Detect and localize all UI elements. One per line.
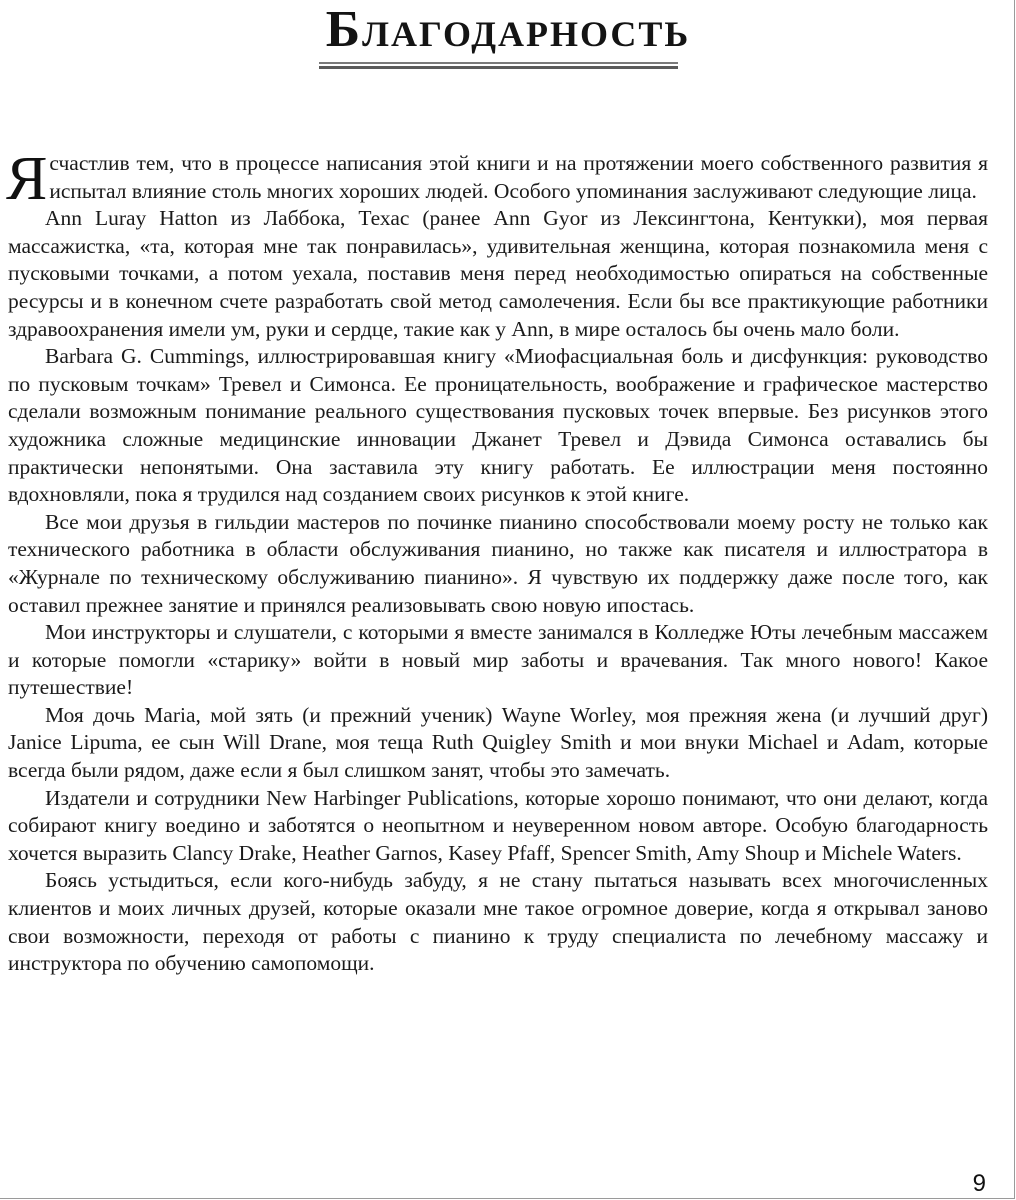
paragraph: Мои инструкторы и слушатели, с которыми я вместе занимался в Колледже Юты лечебным массажем и которые помогли «старику» войти в новый мир заботы и врачевания. Так много нового! Какое путешествие! <box>8 620 988 700</box>
paragraph-1-text: счастлив тем, что в процессе написания этой книги и на протяжении моего собственного развития я испытал влияние столь многих хороших людей. Особого упоминания заслуживают следующие лица. <box>49 151 988 203</box>
page-title: Благодарность <box>325 1 691 58</box>
paragraph: Все мои друзья в гильдии мастеров по починке пианино способствовали моему росту не только как технического работника в области обслуживания пианино, но также как писателя и иллюстратора в «Журнале по техническому обслуживанию пианино». Я чувствую их поддержку даже после того, как оставил прежнее занятие и принялся реализовывать свою новую ипостась. <box>8 509 988 617</box>
title-rule-lower <box>319 66 678 69</box>
paragraph: Боясь устыдиться, если кого-нибудь забуду, я не стану пытаться называть всех многочисленных клиентов и моих личных друзей, которые оказали мне такое огромное доверие, когда я открывал заново свои возможности, переходя от работы с пианино к труду специалиста по лечебному массажу и инструктора по обучению самопомощи. <box>8 868 988 976</box>
title-rule-upper <box>319 62 678 64</box>
paragraph: Издатели и сотрудники New Harbinger Publications, которые хорошо понимают, что они делают, когда собирают книгу воедино и заботятся о неопытном и неуверенном новом авторе. Особую благодарность хочется выразить Clancy Drake, Heather Garnos, Kasey Pfaff, Spencer Smith, Amy Shoup и Michele Waters. <box>8 785 988 865</box>
body-text <box>6 145 988 978</box>
title-double-rule <box>319 62 678 68</box>
paragraph: Ann Luray Hatton из Лаббока, Техас (ранее Ann Gyor из Лексингтона, Кентукки), моя первая массажистка, «та, которая мне так понравилась», удивительная женщина, которая познакомила меня с пусковыми точками, а потом уехала, поставив меня перед необходимостью опираться на собственные ресурсы и в конечном счете разработать свой метод самолечения. Если бы все практикующие работники здравоохранения имели ум, руки и сердце, такие как у Ann, в мире осталось бы очень мало боли. <box>8 206 988 341</box>
paragraph: Моя дочь Maria, мой зять (и прежний ученик) Wayne Worley, моя прежняя жена (и лучший друг) Janice Lipuma, ее сын Will Drane, моя теща Ruth Quigley Smith и мои внуки Michael и Adam, которые всегда были рядом, даже если я был слишком занят, чтобы это замечать. <box>8 702 988 783</box>
paragraph: Barbara G. Cummings, иллюстрировавшая книгу «Миофасциальная боль и дисфункция: руководство по пусковым точкам» Тревел и Симонса. Ее проницательность, воображение и графическое мастерство сделали возможным понимание реального существования пусковых точек впервые. Без рисунков этого художника сложные медицинские инновации Джанет Тревел и Дэвида Симонса оставались бы практически непонятыми. Она заставила эту книгу работать. Ее иллюстрации меня постоянно вдохновляли, пока я трудился над созданием своих рисунков к этой книге. <box>8 344 988 507</box>
title-area <box>0 0 1016 58</box>
page-number: 9 <box>972 1170 986 1197</box>
paragraph-1 <box>6 145 988 213</box>
drop-cap: Я <box>6 145 48 213</box>
